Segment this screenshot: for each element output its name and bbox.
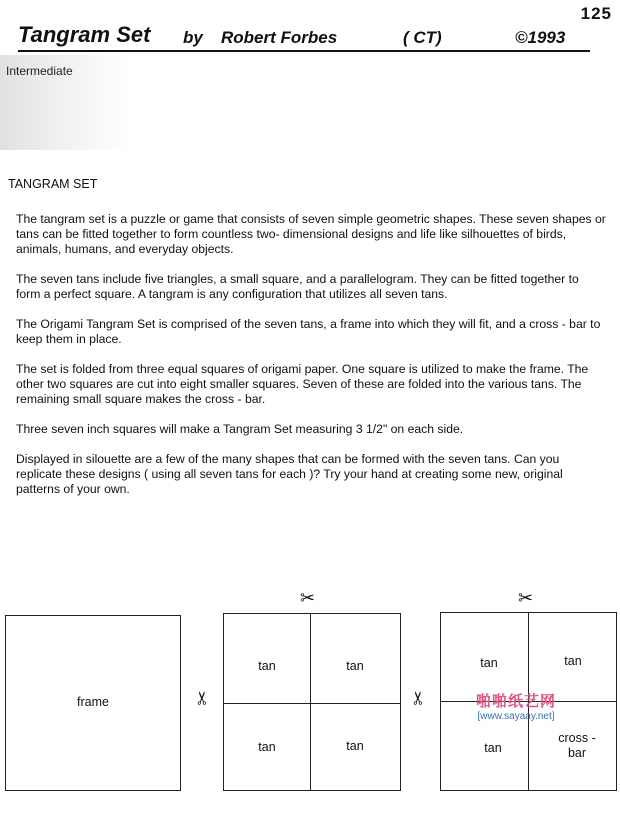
region-label: ( CT) <box>403 28 442 47</box>
paragraph: The tangram set is a puzzle or game that consists of seven simple geometric shapes. These seven shapes or tans can be fitted together to form countless two- dimensional designs and life like silhouettes of birds, animals, humans, and everyday objects. <box>16 212 606 256</box>
section-title: TANGRAM SET <box>8 177 98 191</box>
scissors-icon: ✂ <box>300 588 316 609</box>
tan-label: tan <box>258 659 276 673</box>
cut-line-vertical <box>310 614 311 790</box>
paragraph: The seven tans include five triangles, a small square, and a parallelogram. They can be fitted together to form a perfect square. A tangram is any configuration that utilizes all seven tans. <box>16 272 579 301</box>
paragraph: Displayed in silouette are a few of the many shapes that can be formed with the seven tans. Can you replicate these designs ( using all seven tans for each )? Try your hand at creating some new, original patterns of your own. <box>16 452 563 496</box>
paragraph: The Origami Tangram Set is comprised of the seven tans, a frame into which they will fit, and a cross - bar to keep them in place. <box>16 317 601 346</box>
tan-label: tan <box>346 659 364 673</box>
scissors-icon: ✂ <box>518 588 534 609</box>
author-name: Robert Forbes <box>221 28 338 47</box>
watermark-url: [www.sayaay.net] <box>477 711 555 722</box>
crossbar-label: cross - bar <box>558 731 596 760</box>
tan-label: tan <box>480 656 498 670</box>
scissors-icon: ✂ <box>408 690 430 706</box>
frame-label: frame <box>77 695 109 709</box>
frame-square <box>5 615 181 791</box>
tan-label: tan <box>564 654 582 668</box>
watermark-title: 啪啪纸艺网 <box>476 693 557 710</box>
copyright: ©1993 <box>515 28 566 47</box>
header <box>18 22 590 52</box>
scissors-icon: ✂ <box>192 690 214 706</box>
tan-label: tan <box>346 739 364 753</box>
paragraph: The set is folded from three equal squares of origami paper. One square is utilized to make the frame. The other two squares are cut into eight smaller squares. Seven of these are folded into the various tans. The remaining small square makes the cross - bar. <box>16 362 589 406</box>
by-label: by <box>183 28 203 47</box>
paragraph: Three seven inch squares will make a Tangram Set measuring 3 1/2" on each side. <box>16 422 464 436</box>
cut-line-horizontal <box>224 703 400 704</box>
site-watermark <box>476 690 556 722</box>
document-title: Tangram Set <box>18 22 151 47</box>
tan-label: tan <box>258 740 276 754</box>
tan-square <box>223 613 401 791</box>
page-number: 125 <box>580 4 612 23</box>
tan-label: tan <box>484 741 502 755</box>
body-text <box>16 212 606 512</box>
difficulty-level: Intermediate <box>6 64 73 78</box>
